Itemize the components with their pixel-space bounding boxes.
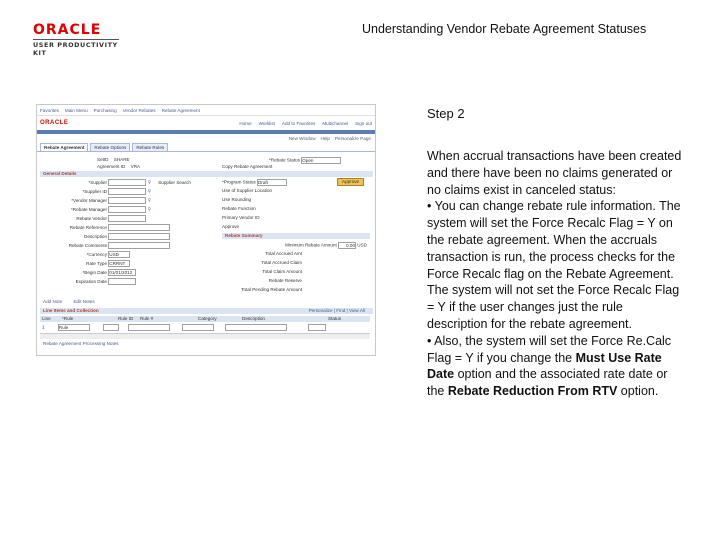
app-screenshot <box>36 104 376 356</box>
rebate-reference-label: Rebate Reference <box>69 224 107 230</box>
supplier-search-link[interactable]: Supplier Search <box>158 179 191 185</box>
row-rule-value: Rule <box>58 325 69 330</box>
search-icon[interactable]: ⚲ <box>147 188 151 194</box>
bullet2-text-e: option. <box>617 384 659 399</box>
tab-rebate-agreement[interactable]: Rebate Agreement <box>40 143 88 151</box>
summary-min-rebate <box>222 242 367 248</box>
rebate-status-value: Open <box>302 158 314 163</box>
line-items-title: Line Items and Collection <box>43 308 99 313</box>
row-rule-num-input[interactable] <box>128 324 170 331</box>
breadcrumb-item[interactable]: Vendor Rebates <box>122 107 156 113</box>
summary-pending-rebate: Total Pending Rebate Amount <box>241 287 302 292</box>
col-category: Category <box>198 316 217 321</box>
grid-scrollbar[interactable] <box>40 333 370 339</box>
supplier-input[interactable] <box>108 179 146 186</box>
tab-rebate-rules[interactable]: Rebate Rules <box>132 143 168 151</box>
row-description-input[interactable] <box>225 324 287 331</box>
summary-accrued-amt: Total Accrued Amt <box>265 251 302 256</box>
description-intro: When accrual transactions have been created and there have been no claims generated or no claims exist in canceled status: <box>427 149 682 197</box>
rebate-status-select[interactable] <box>301 157 341 164</box>
personalize-link[interactable]: Personalize Page <box>334 136 371 141</box>
use-rounding[interactable]: Use Rounding <box>222 197 252 202</box>
col-status: Status <box>328 316 342 321</box>
nav-link-worklist[interactable]: Worklist <box>258 120 275 126</box>
field-supplier <box>49 179 191 185</box>
nav-link-favorites[interactable]: Add to Favorites <box>281 120 316 126</box>
line-items-header <box>40 308 373 314</box>
col-rule: *Rule <box>62 316 74 321</box>
col-line: Line <box>42 316 51 321</box>
row-rule-id-input[interactable] <box>103 324 119 331</box>
logo-divider <box>33 39 119 40</box>
col-rule-id: Rule ID <box>118 316 134 321</box>
footer-links <box>43 299 95 305</box>
approve-button[interactable]: Approve <box>337 178 364 186</box>
col-rule-num: Rule # <box>140 316 154 321</box>
approve-field: Approve <box>222 224 240 229</box>
description-bullet-1: • You can change rebate rule information. The system will set the Force Recalc Flag = Y on the rebate agreement. When the accruals transaction is run, the process checks for the Force Recalc flag on the Rebate Agreement. The system will not set the Force Recalc Flag = Y if the user changes just the rule description for the rebate agreement. <box>427 199 681 331</box>
step-description <box>427 148 685 400</box>
supplier-id-label: *Supplier ID <box>82 188 107 194</box>
field-begin-date <box>49 269 136 275</box>
rebate-manager-label: *Rebate Manager <box>70 206 107 212</box>
currency-input[interactable] <box>108 251 130 258</box>
edit-notes-link[interactable]: Edit Notes <box>73 299 95 304</box>
field-currency <box>49 251 130 257</box>
summary-min-label: Minimum Rebate Amount <box>285 242 337 248</box>
tab-rebate-options[interactable]: Rebate Options <box>90 143 130 151</box>
agreement-value: VRA <box>130 164 141 169</box>
program-status-row <box>222 179 287 185</box>
agreement-row <box>97 164 140 170</box>
breadcrumb-item[interactable]: Main Menu <box>64 107 88 113</box>
vendor-manager-input[interactable] <box>108 197 146 204</box>
app-header <box>37 116 375 130</box>
rate-type-value: CRRNT <box>109 261 126 266</box>
bullet2-text-a: • Also, the system will set the Force Re.Calc Flag = Y if you change the <box>427 333 672 365</box>
begin-date-value: 01/01/2012 <box>109 270 133 275</box>
field-expiration-date <box>49 278 136 284</box>
description-bullet-2 <box>427 333 685 400</box>
field-description <box>49 233 170 239</box>
step-label: Step 2 <box>427 106 465 121</box>
general-details-label: General Details <box>43 171 77 176</box>
rebate-summary-section <box>222 233 370 239</box>
rebate-vendor-label: Rebate Vendor <box>76 215 107 221</box>
currency-label: *Currency <box>86 251 107 257</box>
rate-type-input[interactable] <box>108 260 130 267</box>
field-rebate-manager <box>49 206 151 212</box>
col-description: Description <box>242 316 265 321</box>
nav-link-home[interactable]: Home <box>239 120 252 126</box>
page-links <box>37 134 375 143</box>
nav-link-signout[interactable]: Sign out <box>355 120 372 126</box>
summary-min-value: 0.00 <box>346 243 356 248</box>
page-title: Understanding Vendor Rebate Agreement Statuses <box>362 22 647 36</box>
field-supplier-id <box>49 188 151 194</box>
begin-date-label: *Begin Date <box>82 269 107 275</box>
description-input[interactable] <box>108 233 170 240</box>
rebate-vendor-input[interactable] <box>108 215 146 222</box>
begin-date-input[interactable] <box>108 269 136 276</box>
setid-row <box>97 157 130 163</box>
rebate-reference-input[interactable] <box>108 224 170 231</box>
rebate-status-row <box>269 157 341 163</box>
help-link[interactable]: Help <box>320 136 330 141</box>
grid-column-header <box>40 316 370 322</box>
summary-accrued-claim: Total Accrued Claim <box>261 260 302 265</box>
copy-agreement-link[interactable]: Copy Rebate Agreement <box>222 164 273 169</box>
program-status-label: *Program Status <box>222 179 256 185</box>
field-rebate-vendor <box>49 215 146 221</box>
rebate-comments-label: Rebate Comments <box>68 242 107 248</box>
new-window-link[interactable]: New Window <box>288 136 316 141</box>
general-details-section[interactable] <box>40 171 373 177</box>
program-status-value: Draft <box>257 180 268 185</box>
table-row <box>42 324 326 330</box>
app-nav <box>239 121 372 126</box>
bullet2-rebate-reduction: Rebate Reduction From RTV <box>447 384 618 399</box>
agreement-label: Agreement ID <box>97 164 126 169</box>
search-icon[interactable]: ⚲ <box>147 197 151 203</box>
logo-wordmark: ORACLE <box>33 22 102 38</box>
logo-subtitle: USER PRODUCTIVITY KIT <box>33 41 118 57</box>
summary-currency: USD <box>357 242 367 248</box>
field-vendor-manager <box>49 197 151 203</box>
grid-nav-links[interactable]: Personalize | Find | View All <box>308 308 365 313</box>
breadcrumb <box>37 105 375 116</box>
summary-rebate-reserve: Rebate Reserve <box>268 278 302 283</box>
setid-value: SHARE <box>113 157 130 162</box>
rate-type-label: Rate Type <box>86 260 107 266</box>
supplier-id-input[interactable] <box>108 188 146 195</box>
field-rate-type <box>49 260 130 266</box>
app-brand: ORACLE <box>40 120 69 126</box>
field-rebate-comments <box>49 242 170 248</box>
breadcrumb-item[interactable]: Rebate Agreement <box>161 107 200 113</box>
processing-notes-link[interactable]: Rebate Agreement Processing Notes <box>43 341 119 346</box>
use-supplier-location[interactable]: Use of Supplier Location <box>222 188 273 193</box>
search-icon[interactable]: ⚲ <box>147 179 151 185</box>
expiration-date-input[interactable] <box>108 278 136 285</box>
program-status-select[interactable] <box>257 179 287 186</box>
rebate-status-label: *Rebate Status <box>269 157 300 163</box>
vendor-manager-label: *Vendor Manager <box>71 197 107 203</box>
row-line-number: 1 <box>42 324 45 330</box>
breadcrumb-item[interactable]: Favorites <box>40 107 59 113</box>
search-icon[interactable]: ⚲ <box>147 206 151 212</box>
rebate-summary-label: Rebate Summary <box>225 233 263 238</box>
bullet2-text-c: option and the associated rate date or the <box>427 367 668 399</box>
rebate-manager-input[interactable] <box>108 206 146 213</box>
setid-label: SetID <box>97 157 109 162</box>
rebate-comments-input[interactable] <box>108 242 170 249</box>
primary-vendor-id: Primary Vendor ID <box>222 215 260 220</box>
nav-link-multichannel[interactable]: Multichannel <box>322 120 349 126</box>
summary-min-input[interactable] <box>338 242 356 249</box>
oracle-logo <box>33 22 123 57</box>
expiration-date-label: Expiration Date <box>75 278 107 284</box>
summary-claim-amount: Total Claim Amount <box>262 269 302 274</box>
rebate-function: Rebate Function <box>222 206 256 211</box>
add-note-link[interactable]: Add Note <box>43 299 63 304</box>
supplier-label: *Supplier <box>88 179 107 185</box>
bullet2-must-use-rate-date: Must Use Rate Date <box>427 350 662 382</box>
description-label: Description <box>84 233 107 239</box>
row-category-input[interactable] <box>182 324 214 331</box>
field-rebate-reference <box>49 224 170 230</box>
row-status-select[interactable] <box>308 324 326 331</box>
breadcrumb-item[interactable]: Purchasing <box>93 107 117 113</box>
currency-value: USD <box>109 252 119 257</box>
tab-bar <box>37 143 375 152</box>
row-rule-select[interactable] <box>58 324 90 331</box>
